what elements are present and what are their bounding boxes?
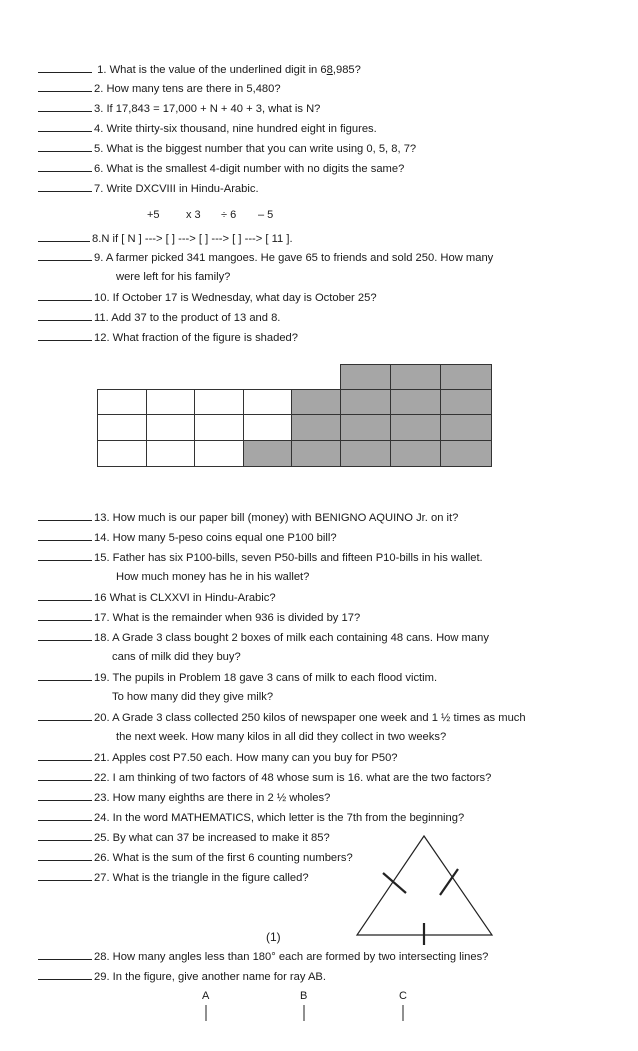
grid-cell-shaded: [291, 389, 341, 415]
grid-cell-shaded: [440, 414, 492, 441]
question-8: 8.N if [ N ] ---> [ ] ---> [ ] ---> [ ] ---> [ 11 ].: [38, 230, 293, 246]
tick-mark-right: [440, 869, 458, 895]
question-15-continued: How much money has he in his wallet?: [116, 571, 310, 583]
question-13: 13. How much is our paper bill (money) with BENIGNO AQUINO Jr. on it?: [38, 509, 458, 525]
answer-blank[interactable]: [38, 249, 92, 261]
question-25: 25. By what can 37 be increased to make it 85?: [38, 829, 330, 845]
equilateral-triangle: [357, 836, 492, 935]
answer-blank[interactable]: [38, 849, 92, 861]
answer-blank[interactable]: [38, 749, 92, 761]
answer-blank[interactable]: [38, 309, 92, 321]
answer-blank[interactable]: [38, 869, 92, 881]
answer-blank[interactable]: [38, 509, 92, 521]
answer-blank[interactable]: [38, 329, 92, 341]
point-b-label: B: [300, 990, 308, 1002]
answer-blank[interactable]: [38, 589, 92, 601]
grid-cell-shaded: [243, 440, 292, 467]
operation-minus-5: – 5: [258, 209, 274, 221]
grid-cell: [146, 389, 195, 415]
question-23: 23. How many eighths are there in 2 ½ wholes?: [38, 789, 330, 805]
answer-blank[interactable]: [38, 230, 90, 242]
answer-blank[interactable]: [38, 180, 92, 192]
triangle-caption: (1): [266, 930, 281, 944]
answer-blank[interactable]: [38, 100, 92, 112]
grid-cell-shaded: [390, 389, 441, 415]
question-15: 15. Father has six P100-bills, seven P50-bills and fifteen P10-bills in his wallet.: [38, 549, 483, 565]
grid-cell-shaded: [340, 389, 391, 415]
question-14: 14. How many 5-peso coins equal one P100 bill?: [38, 529, 337, 545]
answer-blank[interactable]: [38, 968, 92, 980]
answer-blank[interactable]: [38, 289, 92, 301]
grid-cell: [97, 389, 147, 415]
point-a-label: A: [202, 990, 210, 1002]
grid-cell: [97, 440, 147, 467]
grid-cell-shaded: [390, 440, 441, 467]
grid-cell-shaded: [390, 414, 441, 441]
grid-cell: [97, 414, 147, 441]
question-3: 3. If 17,843 = 17,000 + N + 40 + 3, what is N?: [38, 100, 320, 116]
tick-mark-left: [383, 873, 406, 893]
grid-cell: [194, 389, 244, 415]
question-12: 12. What fraction of the figure is shaded?: [38, 329, 298, 345]
question-5: 5. What is the biggest number that you can write using 0, 5, 8, 7?: [38, 140, 416, 156]
answer-blank[interactable]: [38, 769, 92, 781]
question-6: 6. What is the smallest 4-digit number with no digits the same?: [38, 160, 404, 176]
grid-cell-shaded: [440, 364, 492, 390]
grid-cell: [243, 414, 292, 441]
question-11: 11. Add 37 to the product of 13 and 8.: [38, 309, 280, 325]
question-20: 20. A Grade 3 class collected 250 kilos of newspaper one week and 1 ½ times as much: [38, 709, 526, 725]
answer-blank[interactable]: [38, 669, 92, 681]
question-4: 4. Write thirty-six thousand, nine hundred eight in figures.: [38, 120, 377, 136]
answer-blank[interactable]: [38, 61, 92, 73]
answer-blank[interactable]: [38, 529, 92, 541]
question-9-continued: were left for his family?: [116, 271, 231, 283]
question-16: 16 What is CLXXVI in Hindu-Arabic?: [38, 589, 276, 605]
question-24: 24. In the word MATHEMATICS, which letter is the 7th from the beginning?: [38, 809, 464, 825]
grid-cell-shaded: [340, 440, 391, 467]
grid-cell-shaded: [340, 364, 391, 390]
grid-cell: [194, 440, 244, 467]
question-2: 2. How many tens are there in 5,480?: [38, 80, 281, 96]
grid-cell-shaded: [291, 414, 341, 441]
point-c-label: C: [399, 990, 407, 1002]
answer-blank[interactable]: [38, 829, 92, 841]
answer-blank[interactable]: [38, 948, 92, 960]
answer-blank[interactable]: [38, 160, 92, 172]
question-9: 9. A farmer picked 341 mangoes. He gave 65 to friends and sold 250. How many: [38, 249, 493, 265]
answer-blank[interactable]: [38, 120, 92, 132]
answer-blank[interactable]: [38, 549, 92, 561]
grid-cell: [146, 414, 195, 441]
operation-times-3: x 3: [186, 209, 201, 221]
question-21: 21. Apples cost P7.50 each. How many can you buy for P50?: [38, 749, 398, 765]
answer-blank[interactable]: [38, 789, 92, 801]
grid-cell-shaded: [440, 440, 492, 467]
question-27: 27. What is the triangle in the figure called?: [38, 869, 309, 885]
question-19: 19. The pupils in Problem 18 gave 3 cans of milk to each flood victim.: [38, 669, 437, 685]
question-7: 7. Write DXCVIII in Hindu-Arabic.: [38, 180, 259, 196]
answer-blank[interactable]: [38, 609, 92, 621]
answer-blank[interactable]: [38, 140, 92, 152]
operation-plus-5: +5: [147, 209, 160, 221]
question-26: 26. What is the sum of the first 6 counting numbers?: [38, 849, 353, 865]
grid-cell: [194, 414, 244, 441]
question-10: 10. If October 17 is Wednesday, what day is October 25?: [38, 289, 377, 305]
question-19-continued: To how many did they give milk?: [112, 691, 274, 703]
underlined-digit: 8: [326, 64, 333, 76]
question-28: 28. How many angles less than 180° each are formed by two intersecting lines?: [38, 948, 488, 964]
grid-cell: [243, 389, 292, 415]
question-18-continued: cans of milk did they buy?: [112, 651, 241, 663]
answer-blank[interactable]: [38, 809, 92, 821]
question-18: 18. A Grade 3 class bought 2 boxes of milk each containing 48 cans. How many: [38, 629, 489, 645]
grid-cell-shaded: [291, 440, 341, 467]
answer-blank[interactable]: [38, 709, 92, 721]
grid-cell-shaded: [390, 364, 441, 390]
question-17: 17. What is the remainder when 936 is divided by 17?: [38, 609, 360, 625]
grid-cell: [146, 440, 195, 467]
answer-blank[interactable]: [38, 629, 92, 641]
question-1: 1. What is the value of the underlined digit in 68,985?: [38, 61, 361, 77]
question-29: 29. In the figure, give another name for ray AB.: [38, 968, 326, 984]
question-22: 22. I am thinking of two factors of 48 whose sum is 16. what are the two factors?: [38, 769, 491, 785]
question-20-continued: the next week. How many kilos in all did they collect in two weeks?: [116, 731, 447, 743]
operation-divide-6: ÷ 6: [221, 209, 237, 221]
grid-cell-shaded: [340, 414, 391, 441]
grid-cell-shaded: [440, 389, 492, 415]
answer-blank[interactable]: [38, 80, 92, 92]
